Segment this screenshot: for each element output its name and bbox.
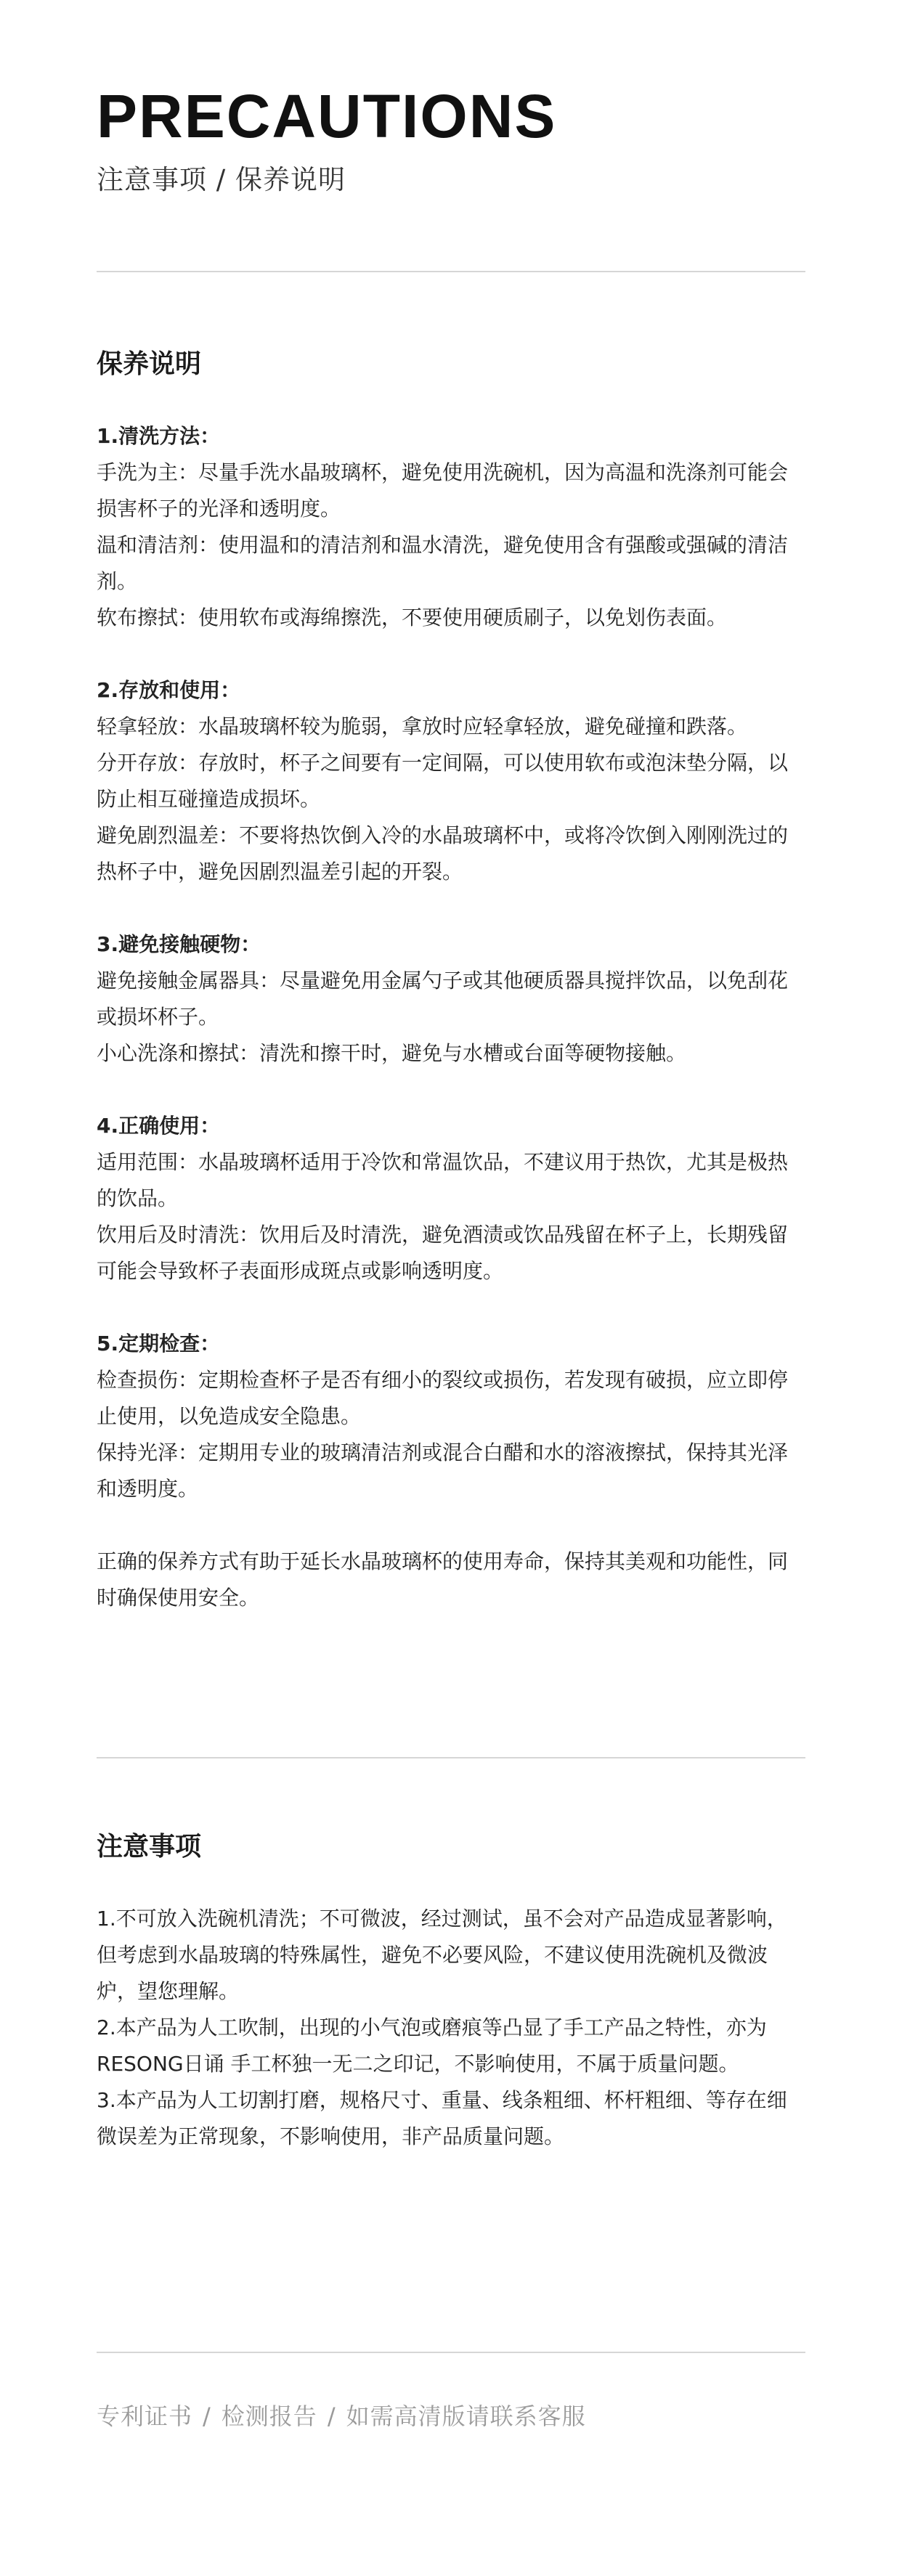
care-group-storage [97, 672, 805, 890]
care-item: 分开存放：存放时，杯子之间要有一定间隔，可以使用软布或泡沫垫分隔，以防止相互碰撞造成损坏。 [97, 751, 789, 811]
inspection-report-link[interactable]: 检测报告 [221, 2402, 317, 2430]
care-group-proper-use [97, 1108, 805, 1289]
care-item: 检查损伤：定期检查杯子是否有细小的裂纹或损伤，若发现有破损，应立即停止使用，以免造成安全隐患。 [97, 1368, 789, 1428]
divider [97, 1757, 805, 1758]
care-group-heading: 1.清洗方法： [97, 424, 221, 448]
care-item: 小心洗涤和擦拭：清洗和擦干时，避免与水槽或台面等硬物接触。 [97, 1041, 687, 1065]
divider [97, 271, 805, 272]
care-section-body [97, 418, 805, 1616]
care-item: 手洗为主：尽量手洗水晶玻璃杯，避免使用洗碗机，因为高温和洗涤剂可能会损害杯子的光泽和透明度。 [97, 460, 789, 521]
footer-links [97, 2402, 586, 2432]
hd-version-contact-link[interactable]: 如需高清版请联系客服 [346, 2402, 586, 2430]
notice-item: 2.本产品为人工吹制，出现的小气泡或磨痕等凸显了手工产品之特性，亦为RESONG日诵 手工杯独一无二之印记，不影响使用，不属于质量问题。 [97, 2015, 767, 2076]
care-item: 保持光泽：定期用专业的玻璃清洁剂或混合白醋和水的溶液擦拭，保持其光泽和透明度。 [97, 1440, 789, 1501]
footer-separator: / [203, 2402, 211, 2430]
page-subtitle: 注意事项 / 保养说明 [97, 164, 346, 195]
patent-certificate-link[interactable]: 专利证书 [97, 2402, 193, 2430]
care-item: 避免接触金属器具：尽量避免用金属勺子或其他硬质器具搅拌饮品，以免刮花或损坏杯子。 [97, 969, 789, 1029]
care-item: 适用范围：水晶玻璃杯适用于冷饮和常温饮品，不建议用于热饮，尤其是极热的饮品。 [97, 1150, 789, 1210]
care-group-heading: 5.定期检查： [97, 1332, 221, 1356]
notice-section-body [97, 1901, 805, 2155]
care-item: 避免剧烈温差：不要将热饮倒入冷的水晶玻璃杯中，或将冷饮倒入刚刚洗过的热杯子中，避免因剧烈温差引起的开裂。 [97, 823, 789, 884]
notice-section-heading: 注意事项 [97, 1832, 202, 1862]
footer-separator: / [327, 2402, 336, 2430]
care-group-hard-objects [97, 926, 805, 1072]
notice-item: 3.本产品为人工切割打磨，规格尺寸、重量、线条粗细、杯杆粗细、等存在细微误差为正常现象，不影响使用，非产品质量问题。 [97, 2088, 787, 2148]
care-item: 温和清洁剂：使用温和的清洁剂和温水清洗，避免使用含有强酸或强碱的清洁剂。 [97, 533, 789, 593]
page-title: PRECAUTIONS [97, 82, 557, 150]
care-item: 饮用后及时清洗：饮用后及时清洗，避免酒渍或饮品残留在杯子上，长期残留可能会导致杯子表面形成斑点或影响透明度。 [97, 1223, 789, 1283]
care-item: 软布擦拭：使用软布或海绵擦洗，不要使用硬质刷子，以免划伤表面。 [97, 606, 728, 629]
care-item: 轻拿轻放：水晶玻璃杯较为脆弱，拿放时应轻拿轻放，避免碰撞和跌落。 [97, 714, 748, 738]
care-group-heading: 3.避免接触硬物： [97, 932, 261, 956]
care-closing-note: 正确的保养方式有助于延长水晶玻璃杯的使用寿命，保持其美观和功能性，同时确保使用安全。 [97, 1549, 789, 1610]
notice-item: 1.不可放入洗碗机清洗；不可微波，经过测试，虽不会对产品造成显著影响，但考虑到水晶玻璃的特殊属性，避免不必要风险，不建议使用洗碗机及微波炉，望您理解。 [97, 1907, 787, 2003]
care-group-heading: 2.存放和使用： [97, 678, 241, 702]
care-section-heading: 保养说明 [97, 349, 202, 379]
divider [97, 2352, 805, 2353]
care-group-inspection [97, 1326, 805, 1507]
care-group-cleaning [97, 418, 805, 636]
care-group-heading: 4.正确使用： [97, 1114, 221, 1138]
